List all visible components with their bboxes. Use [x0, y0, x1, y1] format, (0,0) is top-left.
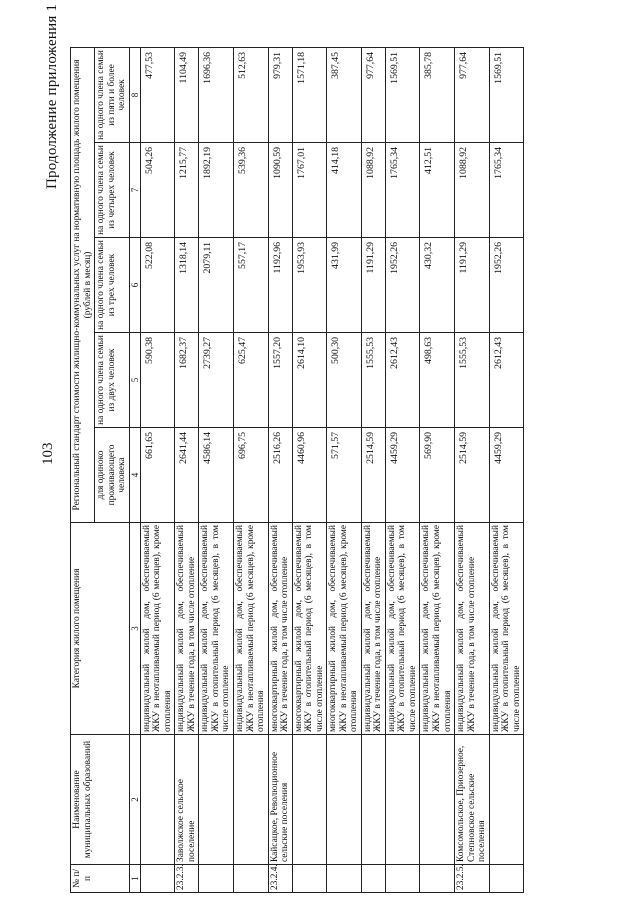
table-row	[292, 47, 327, 892]
row-category: многоквартирный жилой дом, обеспечиваемый ЖКУ в неотапливаемый период (6 месяцев), кроме отопления	[327, 523, 362, 735]
row-value: 1104,49	[175, 47, 199, 142]
row-value: 387,45	[327, 47, 362, 142]
column-number: 8	[129, 47, 140, 142]
row-value: 590,38	[140, 333, 175, 428]
row-category: индивидуальный жилой дом, обеспечиваемый ЖКУ в течение года, в том числе отопление	[361, 523, 385, 735]
column-number: 2	[129, 735, 140, 865]
page-number: 103	[40, 442, 56, 465]
row-value: 1555,53	[455, 333, 490, 428]
row-value: 431,99	[327, 238, 362, 333]
table-body	[140, 47, 524, 892]
row-category: многоквартирный жилой дом, обеспечиваемый ЖКУ в отопительный период (6 месяцев), в том числе отопление	[292, 523, 327, 735]
row-category: индивидуальный жилой дом, обеспечиваемый ЖКУ в отопительный период (6 месяцев), в том числе отопление	[489, 523, 524, 735]
row-value: 1215,77	[175, 143, 199, 238]
row-value: 1765,34	[489, 143, 524, 238]
row-value: 414,18	[327, 143, 362, 238]
row-category: индивидуальный жилой дом, обеспечиваемый ЖКУ в неотапливаемый период (6 месяцев), кроме отопления	[233, 523, 268, 735]
table-row	[489, 47, 524, 892]
row-value: 1892,19	[199, 143, 234, 238]
table-row	[361, 47, 385, 892]
row-value: 979,31	[268, 47, 292, 142]
row-value: 1569,51	[385, 47, 420, 142]
row-municipality	[361, 735, 385, 865]
row-value: 2612,43	[489, 333, 524, 428]
row-value: 1088,92	[455, 143, 490, 238]
row-value: 1318,14	[175, 238, 199, 333]
header-sub-2: на одного члена семьи из двух человек	[95, 333, 130, 428]
row-value: 2641,44	[175, 428, 199, 523]
table-row	[233, 47, 268, 892]
row-value: 2514,59	[455, 428, 490, 523]
column-number: 4	[129, 428, 140, 523]
row-value: 1953,93	[292, 238, 327, 333]
row-value: 571,57	[327, 428, 362, 523]
row-value: 539,36	[233, 143, 268, 238]
column-number: 1	[129, 865, 140, 893]
row-category: индивидуальный жилой дом, обеспечиваемый ЖКУ в отопительный период (6 месяцев), в том числе отопление	[199, 523, 234, 735]
row-municipality	[420, 735, 455, 865]
header-sub-3: на одного члена семьи из трех человек	[95, 238, 130, 333]
row-id: 23.2.3.	[175, 865, 199, 893]
row-value: 512,63	[233, 47, 268, 142]
row-id	[420, 865, 455, 893]
table-row	[420, 47, 455, 892]
row-value: 1557,20	[268, 333, 292, 428]
column-number: 5	[129, 333, 140, 428]
row-value: 2516,26	[268, 428, 292, 523]
row-value: 1952,26	[489, 238, 524, 333]
table-row	[140, 47, 175, 892]
table-row	[385, 47, 420, 892]
row-municipality: Кайсацкое, Революционное сельские поселения	[268, 735, 292, 865]
header-municipality: Наименование муниципальных образований	[71, 735, 130, 865]
row-value: 2612,43	[385, 333, 420, 428]
row-category: индивидуальный жилой дом, обеспечиваемый ЖКУ в отопительный период (6 месяцев), в том числе отопление	[385, 523, 420, 735]
row-value: 696,75	[233, 428, 268, 523]
row-value: 1765,34	[385, 143, 420, 238]
row-value: 1682,37	[175, 333, 199, 428]
table-row	[175, 47, 199, 892]
row-value: 430,32	[420, 238, 455, 333]
housing-standard-table	[70, 47, 524, 893]
row-value: 1569,51	[489, 47, 524, 142]
row-value: 412,51	[420, 143, 455, 238]
column-number: 7	[129, 143, 140, 238]
row-id: 23.2.5.	[455, 865, 490, 893]
row-id	[140, 865, 175, 893]
row-municipality: Заволжское сельское поселение	[175, 735, 199, 865]
column-number: 6	[129, 238, 140, 333]
row-value: 1571,18	[292, 47, 327, 142]
row-value: 1767,01	[292, 143, 327, 238]
row-category: индивидуальный жилой дом, обеспечиваемый ЖКУ в течение года, в том числе отопление	[175, 523, 199, 735]
row-value: 4586,14	[199, 428, 234, 523]
row-value: 2079,11	[199, 238, 234, 333]
table-row	[268, 47, 292, 892]
row-municipality: Комсомольское, Приозерное, Степновское сельские поселения	[455, 735, 490, 865]
row-value: 2739,27	[199, 333, 234, 428]
row-value: 1191,29	[361, 238, 385, 333]
row-value: 522,08	[140, 238, 175, 333]
row-value: 557,17	[233, 238, 268, 333]
row-value: 4459,29	[489, 428, 524, 523]
row-municipality	[385, 735, 420, 865]
row-value: 1191,29	[455, 238, 490, 333]
row-value: 977,64	[361, 47, 385, 142]
table-row	[199, 47, 234, 892]
table-row	[327, 47, 362, 892]
row-value: 1952,26	[385, 238, 420, 333]
row-value: 504,26	[140, 143, 175, 238]
row-id	[233, 865, 268, 893]
row-value: 477,53	[140, 47, 175, 142]
row-municipality	[327, 735, 362, 865]
row-value: 1088,92	[361, 143, 385, 238]
row-value: 977,64	[455, 47, 490, 142]
row-value: 4459,29	[385, 428, 420, 523]
header-standard: Региональный стандарт стоимости жилищно-коммунальных услуг на нормативную площадь жилого помещения (рублей в месяц)	[71, 47, 95, 522]
column-number: 3	[129, 523, 140, 735]
row-value: 498,63	[420, 333, 455, 428]
row-value: 661,65	[140, 428, 175, 523]
row-municipality	[292, 735, 327, 865]
appendix-continuation: Продолжение приложения 1	[44, 3, 60, 189]
row-value: 2514,59	[361, 428, 385, 523]
row-category: индивидуальный жилой дом, обеспечиваемый ЖКУ в течение года, в том числе отопление	[455, 523, 490, 735]
row-value: 1555,53	[361, 333, 385, 428]
row-id	[489, 865, 524, 893]
row-value: 385,78	[420, 47, 455, 142]
header-sub-1: для одиноко проживающего человека	[95, 428, 130, 523]
row-municipality	[199, 735, 234, 865]
row-value: 500,30	[327, 333, 362, 428]
row-municipality	[140, 735, 175, 865]
row-id	[199, 865, 234, 893]
row-id	[385, 865, 420, 893]
row-value: 1090,59	[268, 143, 292, 238]
row-value: 625,47	[233, 333, 268, 428]
row-id	[292, 865, 327, 893]
row-value: 1192,96	[268, 238, 292, 333]
header-number: № п/п	[71, 865, 130, 893]
row-value: 2614,10	[292, 333, 327, 428]
row-value: 1696,36	[199, 47, 234, 142]
row-category: индивидуальный жилой дом, обеспечиваемый ЖКУ в неотапливаемый период (6 месяцев), кроме отопления	[420, 523, 455, 735]
row-id	[361, 865, 385, 893]
row-municipality	[489, 735, 524, 865]
header-category: Категория жилого помещения	[71, 523, 130, 735]
row-id	[327, 865, 362, 893]
header-sub-5: на одного члена семьи из пяти и более человек	[95, 47, 130, 142]
row-category: многоквартирный жилой дом, обеспечиваемый ЖКУ в течение года, в том числе отопление	[268, 523, 292, 735]
row-category: индивидуальный жилой дом, обеспечиваемый ЖКУ в неотапливаемый период (6 месяцев), кроме отопления	[140, 523, 175, 735]
table-row	[455, 47, 490, 892]
row-id: 23.2.4.	[268, 865, 292, 893]
row-municipality	[233, 735, 268, 865]
row-value: 4460,96	[292, 428, 327, 523]
row-value: 569,90	[420, 428, 455, 523]
header-sub-4: на одного члена семьи из четырех человек	[95, 143, 130, 238]
